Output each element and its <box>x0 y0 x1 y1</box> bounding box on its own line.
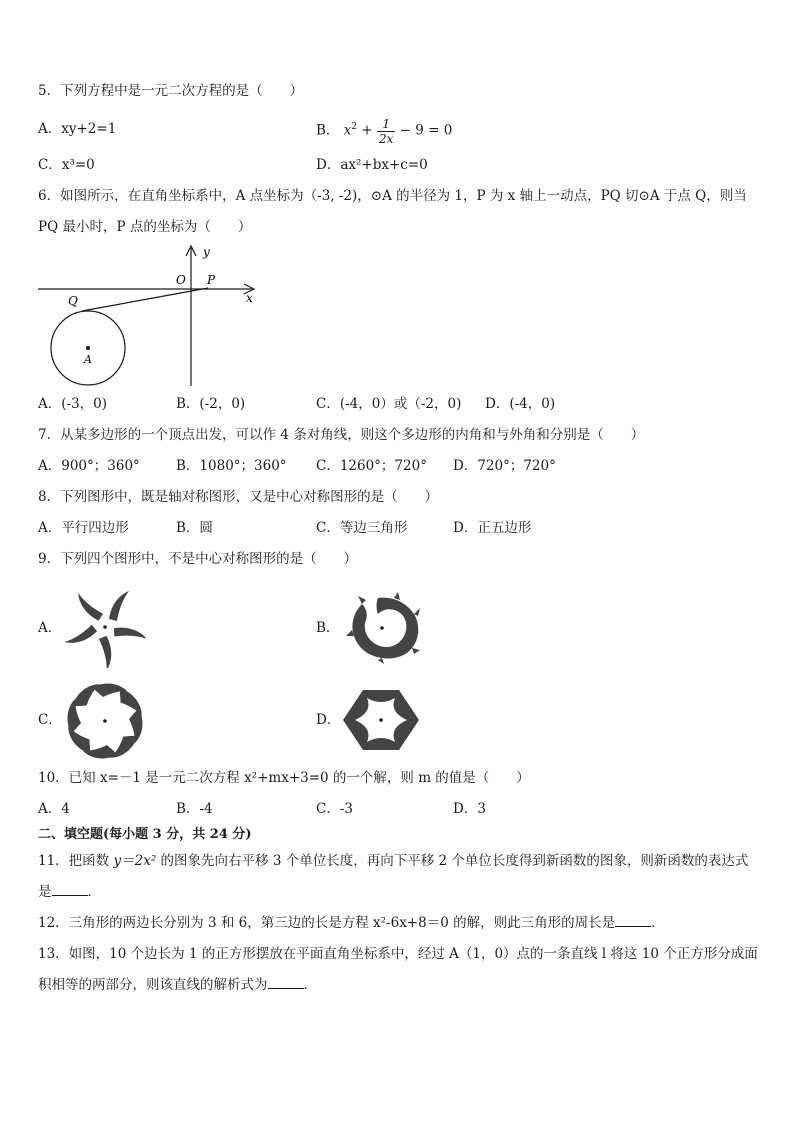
q7-option-c: C．1260°；720° <box>316 458 427 474</box>
q9-option-b-label: B． <box>316 620 340 636</box>
q9-option-a-label: A． <box>38 620 62 636</box>
q6-option-c: C．(-4，0）或（-2，0) <box>316 396 462 412</box>
q5-frac-denominator: 2x <box>378 131 394 146</box>
q11-line2-end: ． <box>87 884 101 900</box>
q9-figure-d-hexagon <box>340 688 422 752</box>
q11-text-rest: 的图象先向右平移 3 个单位长度，再向下平移 2 个单位长度得到新函数的图象，则新函数的表达式 <box>156 853 749 869</box>
section-heading-fill-in: 二、填空题(每小题 3 分，共 24 分) <box>38 827 252 842</box>
q11-text-start: 11．把函数 <box>38 853 114 869</box>
q9-figure-c-ring <box>64 682 146 760</box>
q6-figure <box>30 242 270 388</box>
label-x: x <box>246 291 253 305</box>
q5-option-b-label: B． <box>316 122 340 139</box>
q9-option-c-label: C． <box>38 712 62 728</box>
q9-figure-a-pinwheel <box>64 586 146 668</box>
q13-end: ． <box>303 977 317 993</box>
q11-line1 <box>38 852 748 870</box>
q11-function: y＝2x² <box>113 853 157 869</box>
q12-answer-blank[interactable] <box>615 914 651 927</box>
q8-option-d: D．正五边形 <box>453 520 532 536</box>
label-y: y <box>203 245 210 259</box>
label-p: P <box>207 273 216 287</box>
q5-option-b-fraction <box>377 117 395 146</box>
q13-line2-text: 积相等的两部分，则该直线的解析式为 <box>38 977 268 993</box>
q8-option-b: B．圆 <box>176 520 213 536</box>
q10-option-d: D．3 <box>453 801 486 817</box>
q7-option-d: D．720°；720° <box>453 458 556 474</box>
q10-option-c: C．-3 <box>316 801 353 817</box>
q5-option-b-rest: − 9 = 0 <box>395 122 453 139</box>
center-point-a <box>86 346 90 350</box>
q5-option-a: A．xy+2=1 <box>38 121 117 137</box>
q5-option-b <box>316 110 452 148</box>
q10-option-a: A．4 <box>38 801 70 817</box>
q13-answer-blank[interactable] <box>268 976 304 989</box>
q5-option-b-exp: 2 <box>351 122 358 132</box>
q8-option-a: A．平行四边形 <box>38 520 129 536</box>
label-o: O <box>176 273 186 287</box>
q6-stem-line1: 6．如图所示，在直角坐标系中，A 点坐标为（-3, -2)，⊙A 的半径为 1，P 为 x 轴上一动点，PQ 切⊙A 于点 Q，则当 <box>38 188 747 204</box>
q13-line2 <box>38 976 317 994</box>
q9-option-d-label: D． <box>316 712 341 728</box>
q9-stem: 9．下列四个图形中，不是中心对称图形的是（ ） <box>38 551 358 567</box>
tangent-line-pq <box>82 288 208 311</box>
q10-option-b: B．-4 <box>176 801 213 817</box>
q11-line2 <box>38 883 101 901</box>
q5-stem: 5．下列方程中是一元二次方程的是（ ） <box>38 83 304 99</box>
q13-line1: 13．如图，10 个边长为 1 的正方形摆放在平面直角坐标系中，经过 A（1，0）点的一条直线 l 将这 10 个正方形分成面 <box>38 946 758 962</box>
q6-option-d: D．(-4，0) <box>485 396 556 412</box>
q12-text: 12．三角形的两边长分别为 3 和 6，第三边的长是方程 x²-6x+8＝0 的解，则此三角形的周长是 <box>38 915 616 931</box>
q12-end: ． <box>651 915 665 931</box>
label-a: A <box>84 353 92 366</box>
q6-option-b: B．(-2，0) <box>176 396 246 412</box>
q5-frac-numerator: 1 <box>377 117 395 132</box>
q5-option-b-plus: + <box>357 122 377 139</box>
q10-stem: 10．已知 x=－1 是一元二次方程 x²+mx+3=0 的一个解，则 m 的值是（ ） <box>38 770 530 786</box>
q7-option-a: A．900°；360° <box>38 458 140 474</box>
q8-option-c: C．等边三角形 <box>316 520 408 536</box>
q11-line2-text: 是 <box>38 884 52 900</box>
q5-option-b-x: x <box>343 122 352 139</box>
q8-stem: 8．下列图形中，既是轴对称图形，又是中心对称图形的是（ ） <box>38 489 439 505</box>
q9-figure-b-spiral <box>340 592 424 664</box>
q7-stem: 7．从某多边形的一个顶点出发，可以作 4 条对角线，则这个多边形的内角和与外角和分别是（ ） <box>38 427 645 443</box>
q7-option-b: B．1080°；360° <box>176 458 287 474</box>
q11-answer-blank[interactable] <box>52 883 88 896</box>
label-q: Q <box>68 294 78 308</box>
q6-option-a: A．(-3，0) <box>38 396 108 412</box>
q5-option-d: D．ax²+bx+c=0 <box>316 157 428 173</box>
q6-stem-line2: PQ 最小时，P 点的坐标为（ ） <box>38 219 252 235</box>
q12-line <box>38 914 665 932</box>
q5-option-c: C．x³=0 <box>38 157 95 173</box>
